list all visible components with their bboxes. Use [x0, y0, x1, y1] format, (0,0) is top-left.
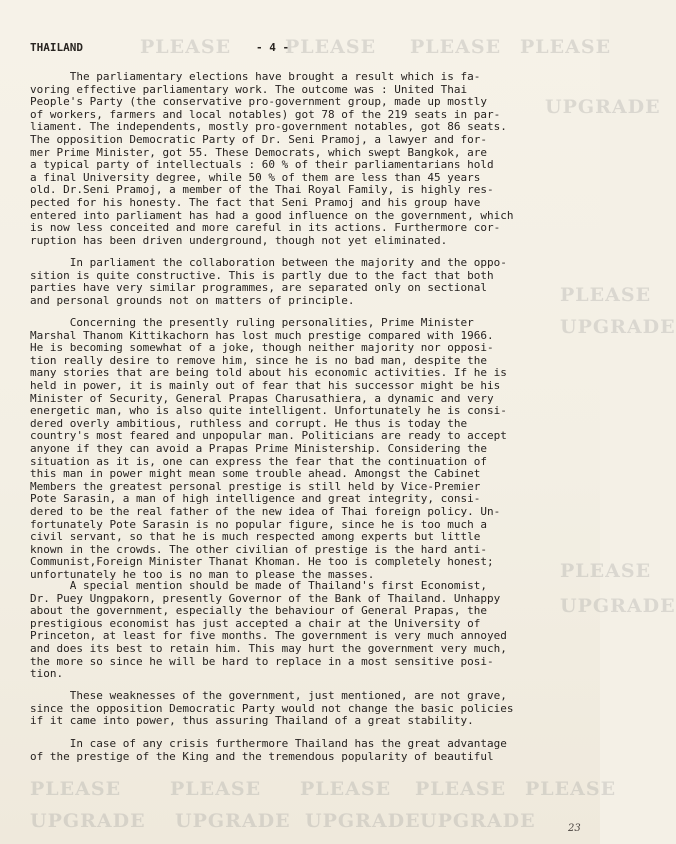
watermark-upgrade: UPGRADE [560, 316, 676, 338]
watermark-please: PLEASE [415, 778, 507, 800]
corner-page-mark: 23 [568, 823, 581, 834]
watermark-upgrade: UPGRADE [30, 810, 146, 832]
paragraph-personalities: Concerning the presently ruling personalities, Prime Minister Marshal Thanom Kittikachorn has lost much prestige compared with 1966. He is becoming somewhat of a joke, though neither majority nor opposi- tion really desire to remove him, since he is no bad man, despite the many stories that are being told about his economic activities. If he is held in power, it is mainly out of fear that his successor might be his Minister of Security, General Prapas Charusathiera, a dynamic and very energetic man, who is also quite intelligent. Unfortunately he is consi- dered overly ambitious, ruthless and corrupt. He thus is today the country's most feared and unpopular man. Politicians are ready to accept anyone if they can avoid a Prapas Prime Ministership. Considering the situation as it is, one can express the fear that the continuation of this man in power might mean some trouble ahead. Amongst the Cabinet Members the greatest personal prestige is still held by Vice-Premier Pote Sarasin, a man of high intelligence and great integrity, consi- dered to be the real father of the new idea of Thai foreign policy. Un- fortunately Pote Sarasin is no popular figure, since he is too much a civil servant, so that he is much respected among experts but little known in the crowds. The other civilian of prestige is the hard anti- Communist,Foreign Minister Thanat Khoman. He too is completely honest; unfortunately he too is no man to please the masses. [30, 316, 507, 581]
paragraph-elections: The parliamentary elections have brought a result which is fa- voring effective parliamentary work. The outcome was : United Thai People's Party (the conservative pro-government group, made up mostly of workers, farmers and local notables) got 78 of the 219 seats in par- liament. The independents, mostly pro-government notables, got 86 seats. The opposition Democratic Party of Dr. Seni Pramoj, a lawyer and for- mer Prime Minister, got 55. These Democrats, which swept Bangkok, are a typical party of intellectuals : 60 % of their parliamentarians hold a final University degree, while 50 % of them are less than 45 years old. Dr.Seni Pramoj, a member of the Thai Royal Family, is highly res- pected for his honesty. The fact that Seni Pramoj and his group have entered into parliament has had a good influence on the government, which is now less conceited and more careful in its actions. Furthermore cor- ruption has been driven underground, though not yet eliminated. [30, 70, 514, 247]
watermark-please: PLEASE [140, 36, 232, 58]
header-country: THAILAND [30, 41, 83, 54]
paragraph-weaknesses: These weaknesses of the government, just mentioned, are not grave, since the opposition Democratic Party would not change the basic policies if it came into power, thus assuring Thailand of a great stability. [30, 689, 514, 728]
watermark-upgrade: UPGRADE [560, 595, 676, 617]
page-number: - 4 - [256, 41, 290, 54]
watermark-please: PLEASE [520, 36, 612, 58]
watermark-please: PLEASE [300, 778, 392, 800]
paragraph-collaboration: In parliament the collaboration between the majority and the oppo- sition is quite constructive. This is partly due to the fact that both parties have very similar programmes, are separated only on sectional and personal grounds not on matters of principle. [30, 256, 507, 307]
watermark-upgrade: UPGRADE [175, 810, 291, 832]
page-header [30, 41, 570, 55]
watermark-please: PLEASE [170, 778, 262, 800]
watermark-please: PLEASE [560, 284, 652, 306]
watermark-upgrade: UPGRADE [420, 810, 536, 832]
paragraph-crisis: In case of any crisis furthermore Thailand has the great advantage of the prestige of the King and the tremendous popularity of beautiful [30, 737, 507, 763]
watermark-please: PLEASE [30, 778, 122, 800]
watermark-upgrade: UPGRADE [545, 96, 661, 118]
watermark-upgrade: UPGRADE [305, 810, 421, 832]
paragraph-economist: A special mention should be made of Thailand's first Economist, Dr. Puey Ungpakorn, presently Governor of the Bank of Thailand. Unhappy about the government, especially the behaviour of General Prapas, the prestigious economist has just accepted a chair at the University of Princeton, at least for five months. The government is very much annoyed and does its best to retain him. This may hurt the government very much, the more so since he will be hard to replace in a most sensitive posi- tion. [30, 579, 507, 681]
watermark-please: PLEASE [560, 560, 652, 582]
watermark-please: PLEASE [410, 36, 502, 58]
watermark-please: PLEASE [525, 778, 617, 800]
watermark-please: PLEASE [285, 36, 377, 58]
